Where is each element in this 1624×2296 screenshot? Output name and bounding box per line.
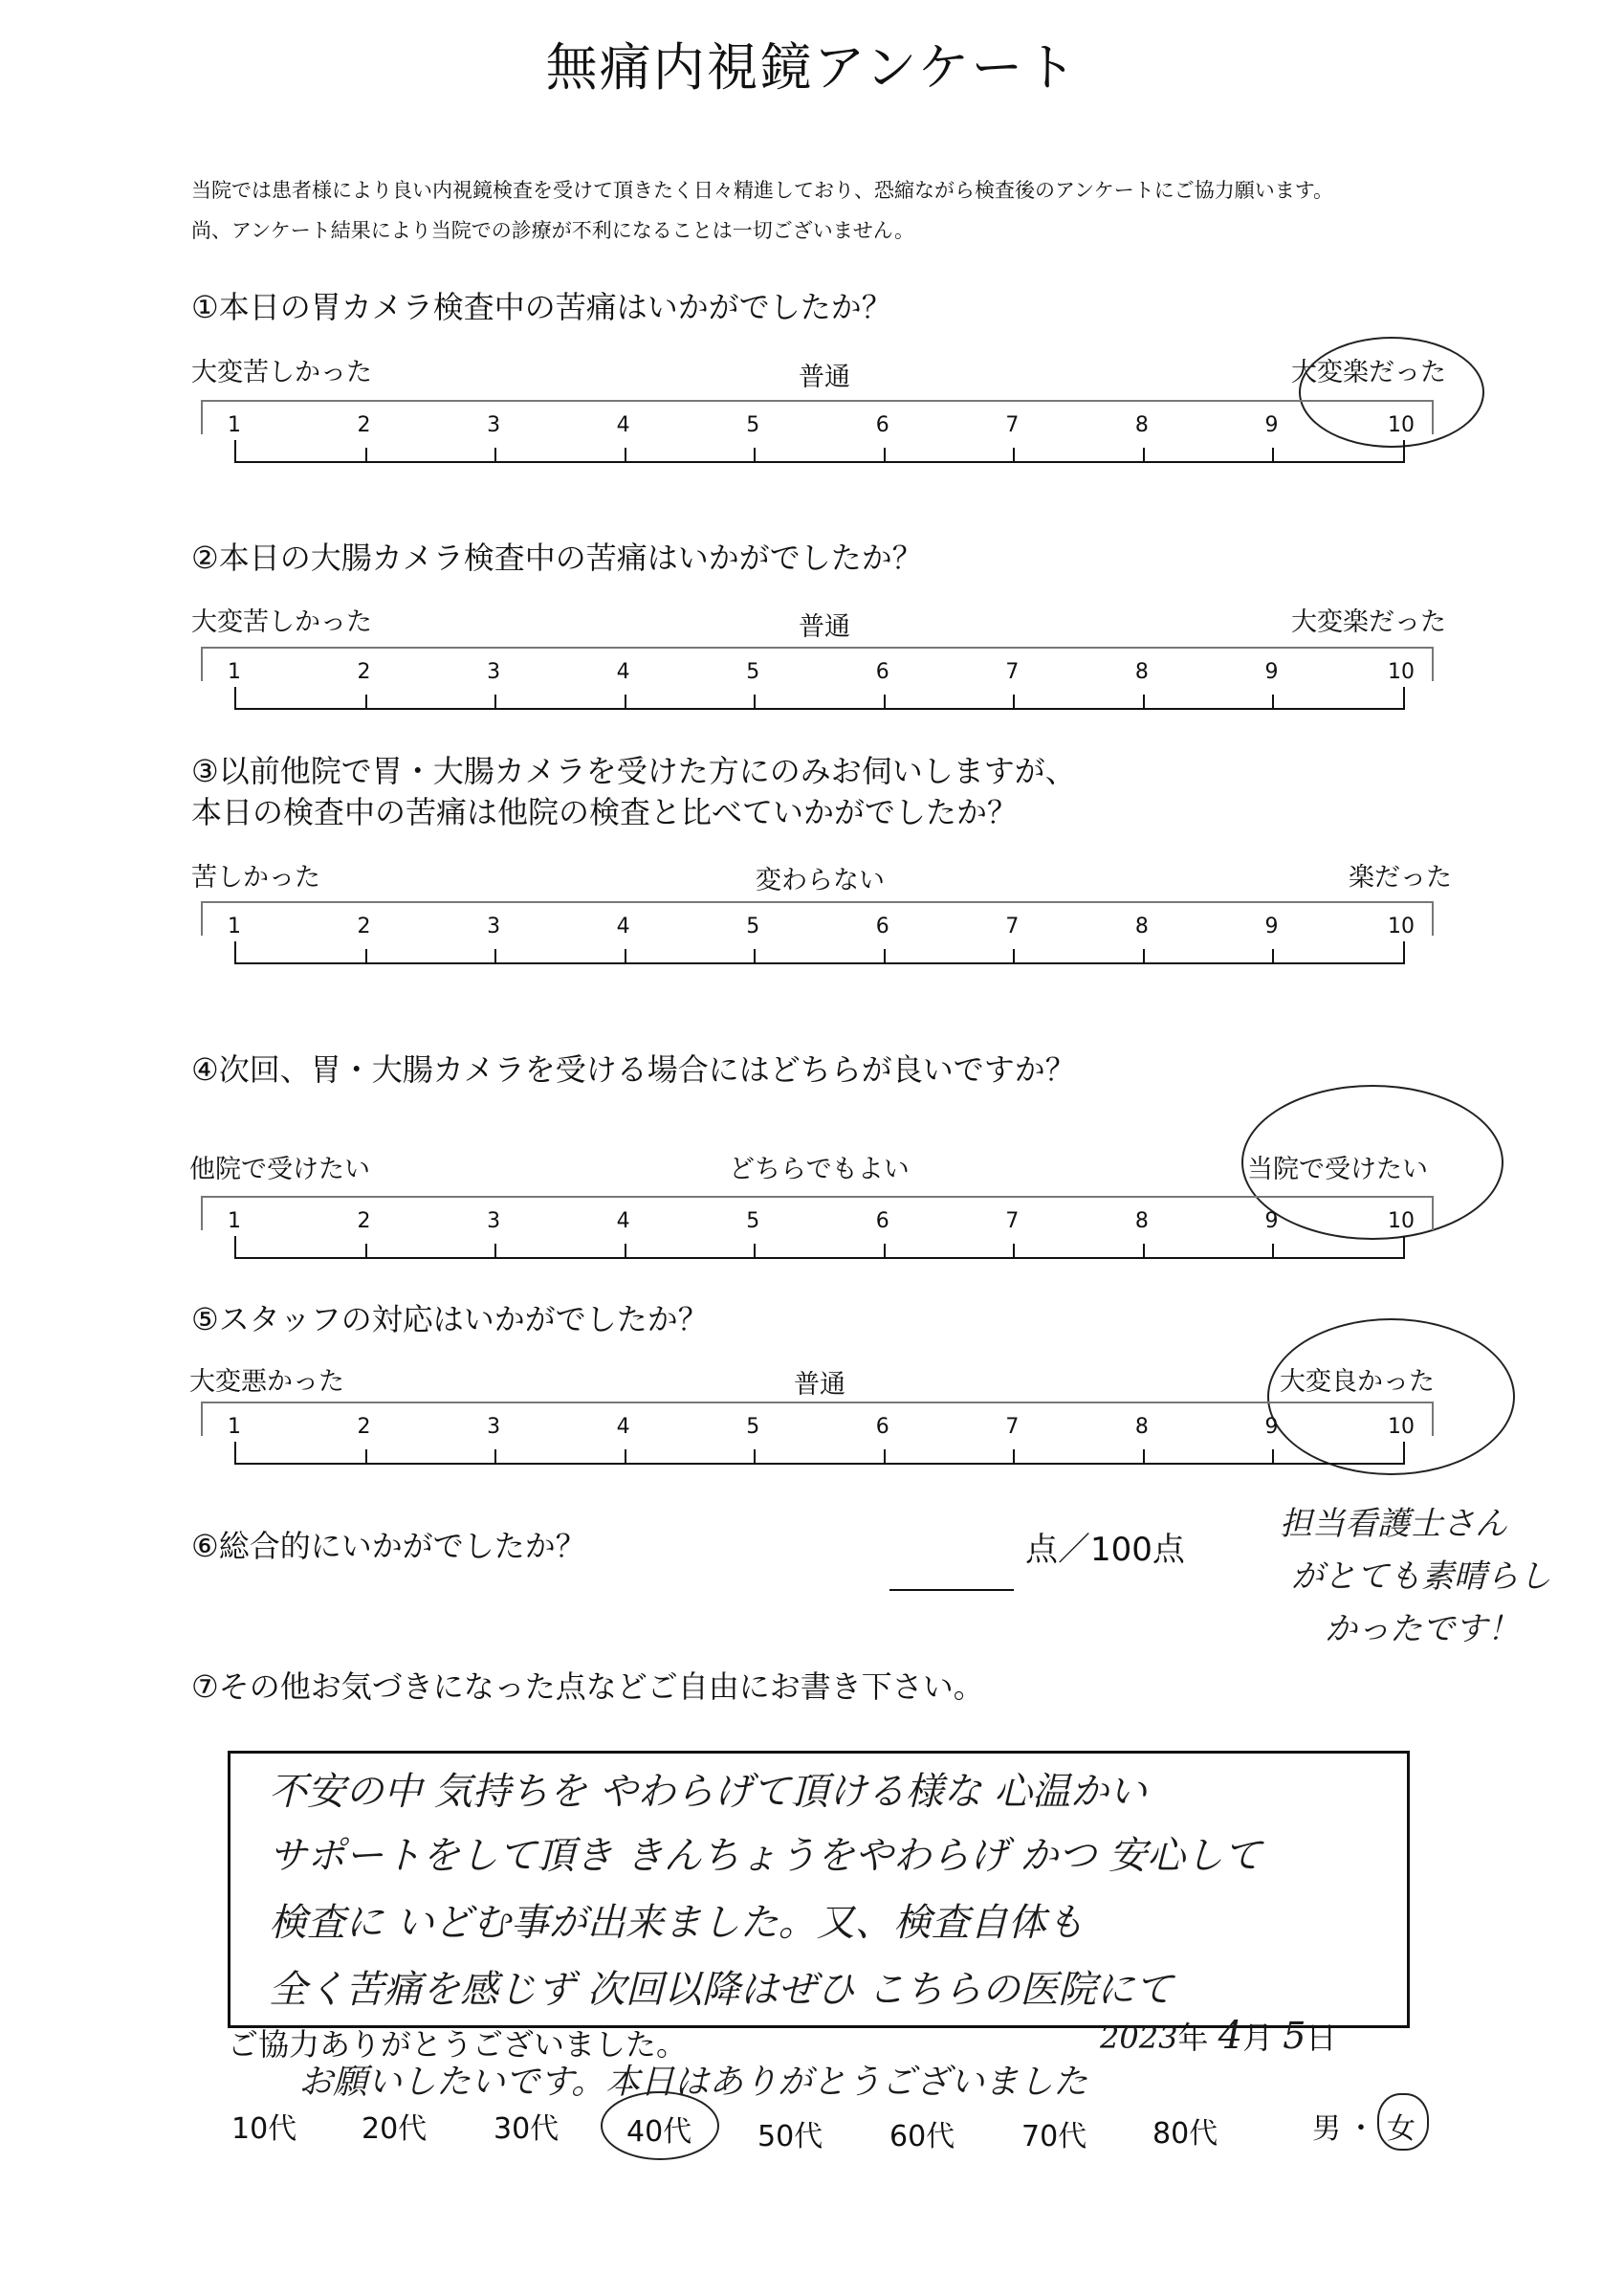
q6-score-suffix: 点／100点 — [1025, 1531, 1185, 1569]
scale-axis — [234, 687, 1405, 710]
scale-box — [201, 1402, 1434, 1436]
scale-tick — [884, 949, 886, 962]
scale-axis — [234, 941, 1405, 964]
scale-number-6[interactable]: 6 — [875, 915, 889, 938]
scale-tick — [1143, 695, 1145, 708]
date-year-unit: 年 — [1177, 2020, 1209, 2056]
intro-line-1: 当院では患者様により良い内視鏡検査を受けて頂きたく日々精進しており、恐縮ながら検査後のアンケートにご協力願います。 — [191, 179, 1334, 202]
scale-tick — [625, 949, 626, 962]
scale-tick — [754, 448, 756, 461]
question-3-line-1: ③以前他院で胃・大腸カメラを受けた方にのみお伺いしますが、 — [191, 753, 1076, 789]
scale-number-8[interactable]: 8 — [1134, 1209, 1149, 1233]
scale-number-7[interactable]: 7 — [1005, 1415, 1020, 1439]
q5-mid-label: 普通 — [794, 1370, 845, 1400]
scale-tick — [754, 1244, 756, 1257]
scale-number-6[interactable]: 6 — [875, 413, 889, 437]
scale-tick — [494, 1244, 496, 1257]
scale-number-1[interactable]: 1 — [228, 915, 241, 938]
scale-number-6[interactable]: 6 — [875, 1209, 889, 1233]
scale-number-3[interactable]: 3 — [487, 915, 501, 938]
scale-number-8[interactable]: 8 — [1134, 413, 1149, 437]
scale-tick — [1143, 949, 1145, 962]
scale-number-8[interactable]: 8 — [1134, 1415, 1149, 1439]
date-day: 5 — [1283, 2015, 1306, 2057]
q4-left-label: 他院で受けたい — [189, 1155, 370, 1184]
scale-number-3[interactable]: 3 — [487, 660, 501, 684]
scale-tick — [494, 695, 496, 708]
q5-right-label: 大変良かった — [1280, 1367, 1435, 1397]
comment-box[interactable] — [228, 1751, 1410, 2028]
question-6: ⑥総合的にいかがでしたか？ — [191, 1528, 586, 1564]
scale-number-7[interactable]: 7 — [1005, 915, 1020, 938]
intro-line-2: 尚、アンケート結果により当院での診療が不利になることは一切ございません。 — [191, 219, 914, 242]
scale-tick — [1272, 1244, 1274, 1257]
scale-number-9[interactable]: 9 — [1264, 413, 1279, 437]
scale-tick — [1143, 448, 1145, 461]
scale-tick — [884, 1449, 886, 1463]
scale-number-5[interactable]: 5 — [746, 413, 760, 437]
scale-tick — [1013, 949, 1015, 962]
comment-line-3: 検査に いどむ事が出来ました。又、検査自体も — [269, 1901, 1085, 1945]
scale-number-6[interactable]: 6 — [875, 660, 889, 684]
scale-number-2[interactable]: 2 — [357, 660, 371, 684]
q1-right-label: 大変楽だった — [1291, 358, 1446, 387]
scale-number-10[interactable]: 10 — [1388, 915, 1415, 938]
scale-tick — [1143, 1449, 1145, 1463]
scale-number-5[interactable]: 5 — [746, 660, 760, 684]
scale-number-8[interactable]: 8 — [1134, 660, 1149, 684]
scale-number-2[interactable]: 2 — [357, 413, 371, 437]
scale-number-9[interactable]: 9 — [1264, 1415, 1279, 1439]
scale-tick — [365, 448, 367, 461]
scale-tick — [625, 1244, 626, 1257]
scale-box — [201, 901, 1434, 936]
scale-number-4[interactable]: 4 — [616, 915, 630, 938]
q3-mid-label: 変わらない — [756, 866, 885, 895]
scale-number-4[interactable]: 4 — [616, 1415, 630, 1439]
question-3-line-2: 本日の検査中の苦痛は他院の検査と比べていかがでしたか？ — [191, 794, 1019, 830]
scale-tick — [625, 695, 626, 708]
scale-axis — [234, 440, 1405, 463]
comment-line-4: 全く苦痛を感じず 次回以降はぜひ こちらの医院にて — [269, 1968, 1174, 2012]
scale-tick — [625, 1449, 626, 1463]
gender-female[interactable]: 女 — [1387, 2112, 1416, 2146]
question-4: ④次回、胃・大腸カメラを受ける場合にはどちらが良いですか？ — [191, 1051, 1076, 1088]
scale-number-4[interactable]: 4 — [616, 1209, 630, 1233]
scale-number-8[interactable]: 8 — [1134, 915, 1149, 938]
scale-number-10[interactable]: 10 — [1388, 660, 1415, 684]
gender-selection-circle — [1377, 2093, 1429, 2151]
scale-number-6[interactable]: 6 — [875, 1415, 889, 1439]
scale-number-5[interactable]: 5 — [746, 1415, 760, 1439]
scale-number-2[interactable]: 2 — [357, 1209, 371, 1233]
scale-number-3[interactable]: 3 — [487, 1209, 501, 1233]
scale-number-2[interactable]: 2 — [357, 1415, 371, 1439]
scale-number-9[interactable]: 9 — [1264, 660, 1279, 684]
scale-tick — [1013, 448, 1015, 461]
scale-number-9[interactable]: 9 — [1264, 1209, 1279, 1233]
date-day-unit: 日 — [1306, 2020, 1337, 2056]
q1-mid-label: 普通 — [799, 363, 850, 392]
scale-axis — [234, 1236, 1405, 1259]
q3-left-label: 苦しかった — [191, 863, 320, 893]
scale-number-7[interactable]: 7 — [1005, 1209, 1020, 1233]
gender-separator: ・ — [1347, 2112, 1375, 2146]
scale-number-1[interactable]: 1 — [228, 413, 241, 437]
scale-tick — [365, 949, 367, 962]
scale-number-4[interactable]: 4 — [616, 660, 630, 684]
scale-tick — [754, 695, 756, 708]
q2-mid-label: 普通 — [799, 612, 850, 642]
scale-tick — [1013, 695, 1015, 708]
scale-number-1[interactable]: 1 — [228, 1209, 241, 1233]
scale-tick — [1013, 1449, 1015, 1463]
scale-tick — [494, 1449, 496, 1463]
scale-tick — [1013, 1244, 1015, 1257]
scale-tick — [754, 949, 756, 962]
scale-number-7[interactable]: 7 — [1005, 413, 1020, 437]
scale-box — [201, 1196, 1434, 1230]
date-year: 2023 — [1100, 2020, 1178, 2056]
age-80s[interactable]: 80代 — [1152, 2117, 1218, 2151]
question-7: ⑦その他お気づきになった点などご自由にお書き下さい。 — [191, 1668, 984, 1705]
question-5: ⑤スタッフの対応はいかがでしたか？ — [191, 1301, 709, 1337]
age-40s[interactable]: 40代 — [626, 2115, 692, 2149]
scale-number-10[interactable]: 10 — [1388, 413, 1415, 437]
q2-right-label: 大変楽だった — [1291, 607, 1446, 637]
gender-male[interactable]: 男 — [1312, 2112, 1341, 2146]
scale-tick — [1272, 448, 1274, 461]
q1-left-label: 大変苦しかった — [191, 358, 372, 387]
scale-number-4[interactable]: 4 — [616, 413, 630, 437]
scale-tick — [884, 448, 886, 461]
scale-number-5[interactable]: 5 — [746, 1209, 760, 1233]
q6-score-blank[interactable] — [889, 1564, 1014, 1591]
scale-tick — [494, 949, 496, 962]
scale-number-7[interactable]: 7 — [1005, 660, 1020, 684]
survey-title: 無痛内視鏡アンケート — [545, 37, 1079, 98]
scale-number-2[interactable]: 2 — [357, 915, 371, 938]
age-20s[interactable]: 20代 — [362, 2112, 428, 2146]
scale-tick — [1272, 1449, 1274, 1463]
scale-number-5[interactable]: 5 — [746, 915, 760, 938]
age-10s[interactable]: 10代 — [231, 2112, 297, 2146]
scale-tick — [1143, 1244, 1145, 1257]
scale-number-1[interactable]: 1 — [228, 660, 241, 684]
q4-mid-label: どちらでもよい — [729, 1155, 910, 1184]
scale-number-1[interactable]: 1 — [228, 1415, 241, 1439]
comment-last-line: お願いしたいです。本日はありがとうございました — [298, 2063, 1088, 2102]
side-note-line-3: かったです！ — [1325, 1610, 1520, 1648]
scale-number-3[interactable]: 3 — [487, 413, 501, 437]
q4-right-label: 当院で受けたい — [1247, 1155, 1428, 1184]
scale-box — [201, 400, 1434, 434]
comment-line-1: 不安の中 気持ちを やわらげて頂ける様な 心温かい — [269, 1770, 1148, 1814]
scale-number-10[interactable]: 10 — [1388, 1209, 1415, 1233]
age-selection-circle — [601, 2091, 719, 2160]
scale-tick — [625, 448, 626, 461]
scale-tick — [1272, 695, 1274, 708]
scale-tick — [1272, 949, 1274, 962]
age-60s[interactable]: 60代 — [889, 2120, 955, 2153]
scale-box — [201, 647, 1434, 681]
question-2: ②本日の大腸カメラ検査中の苦痛はいかがでしたか？ — [191, 540, 923, 576]
scale-tick — [754, 1449, 756, 1463]
thanks-text: ご協力ありがとうございました。 — [228, 2026, 688, 2063]
date-month: 4 — [1218, 2014, 1243, 2058]
side-note-line-2: がとても素晴らし — [1291, 1557, 1551, 1596]
side-note-line-1: 担当看護士さん — [1280, 1505, 1507, 1543]
scale-axis — [234, 1442, 1405, 1465]
date — [1100, 2014, 1336, 2058]
scale-tick — [365, 1244, 367, 1257]
q5-left-label: 大変悪かった — [189, 1367, 344, 1397]
scale-tick — [884, 695, 886, 708]
q2-left-label: 大変苦しかった — [191, 607, 372, 637]
age-50s[interactable]: 50代 — [757, 2120, 823, 2153]
question-1: ①本日の胃カメラ検査中の苦痛はいかがでしたか？ — [191, 289, 892, 325]
scale-tick — [365, 1449, 367, 1463]
scale-number-9[interactable]: 9 — [1264, 915, 1279, 938]
scale-tick — [884, 1244, 886, 1257]
date-month-unit: 月 — [1242, 2020, 1274, 2056]
scale-tick — [365, 695, 367, 708]
scale-number-3[interactable]: 3 — [487, 1415, 501, 1439]
scale-number-10[interactable]: 10 — [1388, 1415, 1415, 1439]
scale-tick — [494, 448, 496, 461]
comment-line-2: サポートをして頂き きんちょうをやわらげ かつ 安心して — [269, 1834, 1262, 1878]
age-70s[interactable]: 70代 — [1021, 2120, 1087, 2153]
age-30s[interactable]: 30代 — [494, 2112, 560, 2146]
q3-right-label: 楽だった — [1349, 863, 1452, 893]
